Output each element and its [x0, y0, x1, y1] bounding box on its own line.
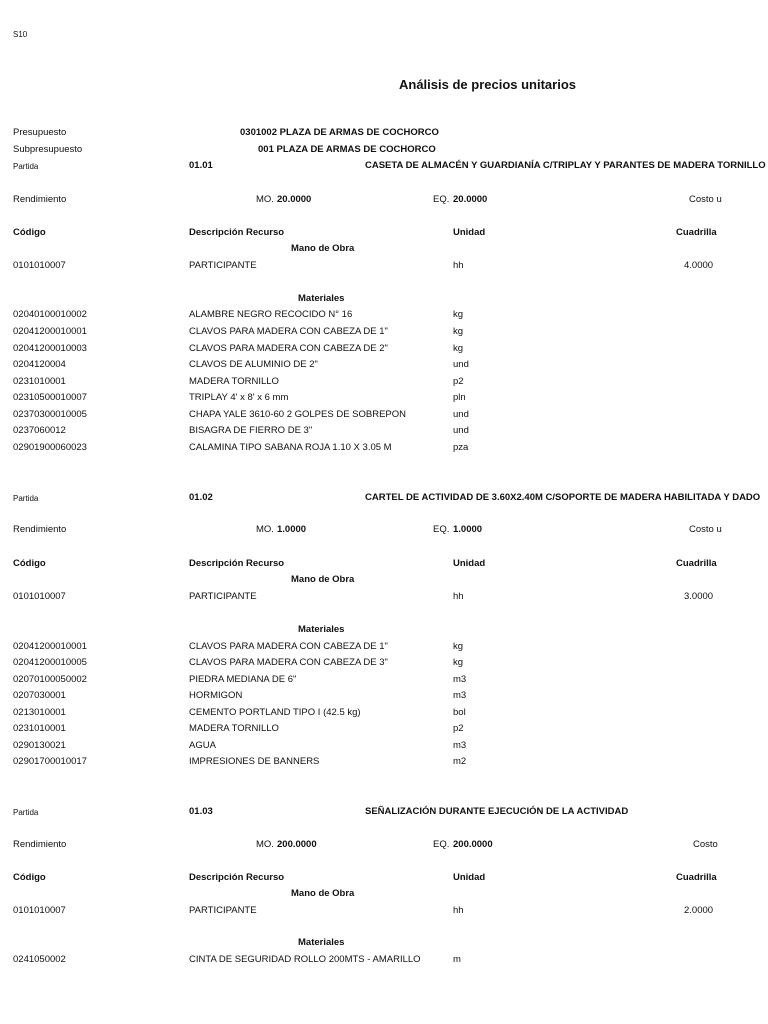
- material-description: MADERA TORNILLO: [189, 376, 279, 387]
- material-code: 02041200010001: [13, 641, 87, 652]
- material-unit: und: [453, 425, 469, 436]
- material-description: HORMIGON: [189, 690, 243, 701]
- material-code: 02370300010005: [13, 409, 87, 420]
- labor-unit: hh: [453, 591, 464, 602]
- section-mano-de-obra: Mano de Obra: [291, 888, 355, 899]
- material-code: 02041200010003: [13, 343, 87, 354]
- partida-label: Partida: [13, 162, 39, 171]
- column-header-codigo: Código: [13, 227, 46, 238]
- partida-description: SEÑALIZACIÓN DURANTE EJECUCIÓN DE LA ACTIVIDAD: [365, 806, 629, 817]
- mo-label: MO.: [256, 839, 274, 850]
- partida-label: Partida: [13, 494, 39, 503]
- material-code: 02041200010001: [13, 326, 87, 337]
- mo-value: 1.0000: [277, 524, 307, 535]
- labor-cuadrilla: 4.0000: [684, 260, 714, 271]
- material-unit: m2: [453, 756, 467, 767]
- material-code: 0241050002: [13, 954, 66, 965]
- material-code: 0213010001: [13, 707, 66, 718]
- material-description: CLAVOS PARA MADERA CON CABEZA DE 3": [189, 657, 388, 668]
- material-description: CLAVOS PARA MADERA CON CABEZA DE 1": [189, 326, 388, 337]
- material-code: 0231010001: [13, 723, 66, 734]
- mo-label: MO.: [256, 194, 274, 205]
- material-unit: kg: [453, 309, 464, 320]
- eq-label: EQ.: [433, 524, 450, 535]
- material-unit: kg: [453, 326, 464, 337]
- eq-value: 1.0000: [453, 524, 483, 535]
- material-unit: pln: [453, 392, 466, 403]
- partida-label: Partida: [13, 808, 39, 817]
- page-title: Análisis de precios unitarios: [399, 77, 576, 92]
- partida-code: 01.02: [189, 492, 213, 503]
- material-unit: pza: [453, 442, 469, 453]
- material-description: CLAVOS PARA MADERA CON CABEZA DE 2": [189, 343, 388, 354]
- column-header-descripcion: Descripción Recurso: [189, 227, 285, 238]
- material-code: 0231010001: [13, 376, 66, 387]
- report-code: S10: [13, 30, 28, 39]
- material-unit: und: [453, 359, 469, 370]
- partida-code: 01.03: [189, 806, 213, 817]
- column-header-cuadrilla: Cuadrilla: [676, 872, 717, 883]
- presupuesto-label: Presupuesto: [13, 127, 67, 138]
- material-unit: m: [453, 954, 461, 965]
- material-unit: und: [453, 409, 469, 420]
- material-code: 0237060012: [13, 425, 66, 436]
- column-header-codigo: Código: [13, 872, 46, 883]
- material-code: 02901900060023: [13, 442, 87, 453]
- partida-code: 01.01: [189, 160, 213, 171]
- labor-description: PARTICIPANTE: [189, 591, 257, 602]
- material-unit: m3: [453, 690, 467, 701]
- material-code: 02040100010002: [13, 309, 87, 320]
- eq-value: 200.0000: [453, 839, 493, 850]
- partida-description: CASETA DE ALMACÉN Y GUARDIANÍA C/TRIPLAY Y PARANTES DE MADERA TORNILLO: [365, 160, 766, 171]
- eq-value: 20.0000: [453, 194, 488, 205]
- material-description: CLAVOS PARA MADERA CON CABEZA DE 1": [189, 641, 388, 652]
- material-unit: m3: [453, 674, 467, 685]
- labor-cuadrilla: 2.0000: [684, 905, 714, 916]
- material-description: ALAMBRE NEGRO RECOCIDO N° 16: [189, 309, 353, 320]
- material-description: CALAMINA TIPO SABANA ROJA 1.10 X 3.05 M: [189, 442, 392, 453]
- eq-label: EQ.: [433, 839, 450, 850]
- costo-label: Costo u: [689, 194, 722, 205]
- column-header-unidad: Unidad: [453, 558, 486, 569]
- labor-cuadrilla: 3.0000: [684, 591, 714, 602]
- material-description: CINTA DE SEGURIDAD ROLLO 200MTS - AMARILLO: [189, 954, 421, 965]
- mo-label: MO.: [256, 524, 274, 535]
- material-code: 02310500010007: [13, 392, 87, 403]
- column-header-cuadrilla: Cuadrilla: [676, 227, 717, 238]
- material-description: BISAGRA DE FIERRO DE 3": [189, 425, 313, 436]
- column-header-descripcion: Descripción Recurso: [189, 558, 285, 569]
- section-mano-de-obra: Mano de Obra: [291, 243, 355, 254]
- labor-unit: hh: [453, 905, 464, 916]
- material-description: IMPRESIONES DE BANNERS: [189, 756, 320, 767]
- section-materiales: Materiales: [298, 293, 345, 304]
- subpresupuesto-label: Subpresupuesto: [13, 144, 83, 155]
- labor-code: 0101010007: [13, 591, 66, 602]
- material-code: 0207030001: [13, 690, 66, 701]
- material-code: 0290130021: [13, 740, 66, 751]
- material-unit: kg: [453, 343, 464, 354]
- material-description: CHAPA YALE 3610-60 2 GOLPES DE SOBREPON: [189, 409, 407, 420]
- costo-label: Costo: [693, 839, 718, 850]
- rendimiento-label: Rendimiento: [13, 839, 67, 850]
- costo-label: Costo u: [689, 524, 722, 535]
- rendimiento-label: Rendimiento: [13, 524, 67, 535]
- column-header-unidad: Unidad: [453, 872, 486, 883]
- material-code: 02901700010017: [13, 756, 87, 767]
- section-mano-de-obra: Mano de Obra: [291, 574, 355, 585]
- labor-description: PARTICIPANTE: [189, 260, 257, 271]
- labor-code: 0101010007: [13, 260, 66, 271]
- labor-code: 0101010007: [13, 905, 66, 916]
- material-unit: p2: [453, 376, 464, 387]
- rendimiento-label: Rendimiento: [13, 194, 67, 205]
- material-code: 02070100050002: [13, 674, 87, 685]
- section-materiales: Materiales: [298, 624, 345, 635]
- material-description: AGUA: [189, 740, 216, 751]
- material-description: MADERA TORNILLO: [189, 723, 279, 734]
- eq-label: EQ.: [433, 194, 450, 205]
- presupuesto-value: 0301002 PLAZA DE ARMAS DE COCHORCO: [240, 127, 439, 138]
- material-unit: p2: [453, 723, 464, 734]
- material-unit: kg: [453, 641, 464, 652]
- mo-value: 20.0000: [277, 194, 312, 205]
- material-unit: kg: [453, 657, 464, 668]
- material-description: CEMENTO PORTLAND TIPO I (42.5 kg): [189, 707, 361, 718]
- material-description: PIEDRA MEDIANA DE 6": [189, 674, 297, 685]
- subpresupuesto-value: 001 PLAZA DE ARMAS DE COCHORCO: [258, 144, 436, 155]
- mo-value: 200.0000: [277, 839, 317, 850]
- material-code: 02041200010005: [13, 657, 87, 668]
- column-header-descripcion: Descripción Recurso: [189, 872, 285, 883]
- material-description: CLAVOS DE ALUMINIO DE 2": [189, 359, 318, 370]
- labor-unit: hh: [453, 260, 464, 271]
- partida-description: CARTEL DE ACTIVIDAD DE 3.60X2.40M C/SOPORTE DE MADERA HABILITADA Y DADO: [365, 492, 761, 503]
- column-header-cuadrilla: Cuadrilla: [676, 558, 717, 569]
- section-materiales: Materiales: [298, 937, 345, 948]
- labor-description: PARTICIPANTE: [189, 905, 257, 916]
- material-description: TRIPLAY 4' x 8' x 6 mm: [189, 392, 289, 403]
- column-header-unidad: Unidad: [453, 227, 486, 238]
- material-code: 0204120004: [13, 359, 66, 370]
- material-unit: m3: [453, 740, 467, 751]
- column-header-codigo: Código: [13, 558, 46, 569]
- material-unit: bol: [453, 707, 466, 718]
